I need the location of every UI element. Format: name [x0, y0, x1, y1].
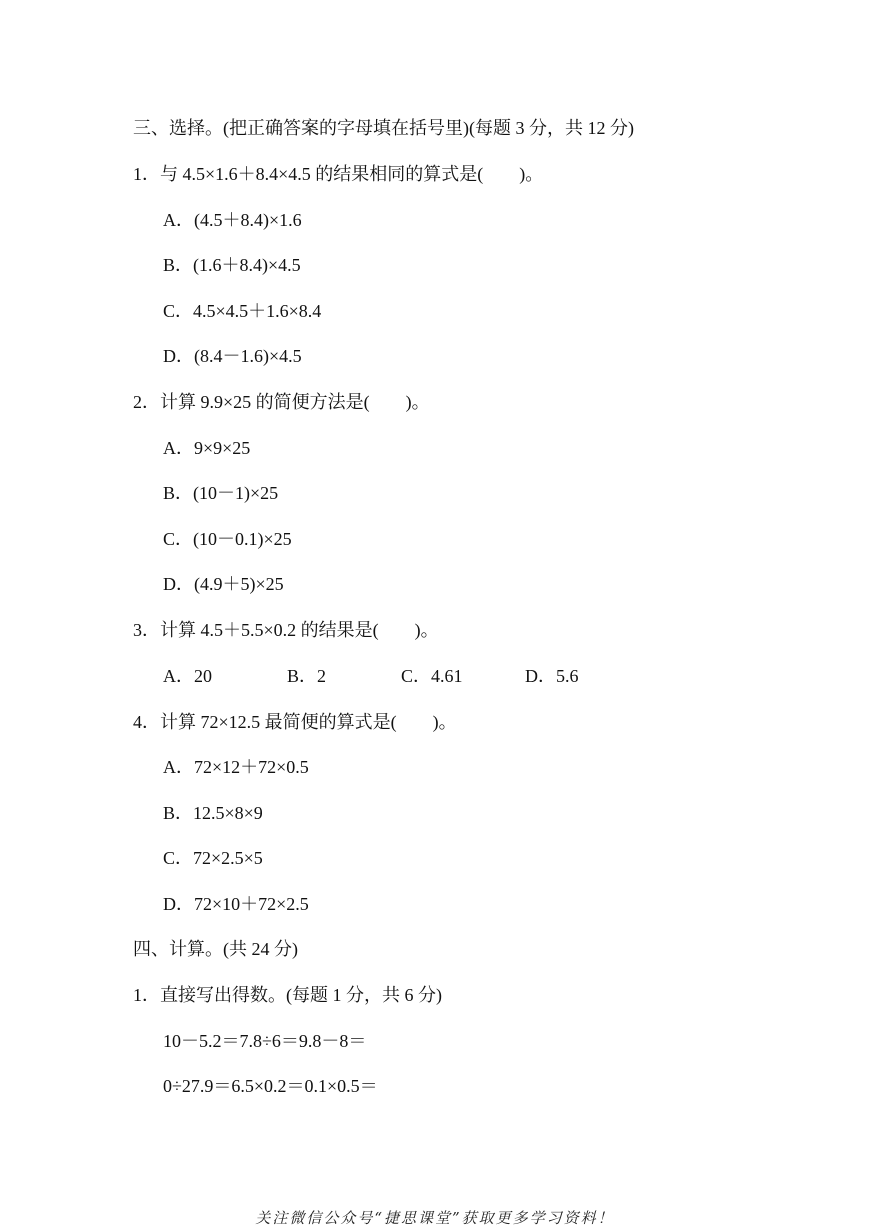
question-3-option-d: D．5.6 [525, 666, 579, 686]
question-3-option-c: C．4.61 [401, 666, 463, 686]
section-4-q1-row-1: 10－5.2＝7.8÷6＝9.8－8＝ [163, 1031, 367, 1051]
question-2-stem: 2．计算 9.9×25 的简便方法是( )。 [133, 392, 430, 412]
footer-promo-text: 关注微信公众号“捷思课堂”获取更多学习资料！ [255, 1209, 615, 1227]
section-4-q1-row-2: 0÷27.9＝6.5×0.2＝0.1×0.5＝ [163, 1076, 378, 1096]
question-3-option-b: B．2 [287, 666, 327, 686]
question-2-option-c: C．(10－0.1)×25 [163, 529, 292, 549]
question-3-stem: 3．计算 4.5＋5.5×0.2 的结果是( )。 [133, 620, 439, 640]
question-1-option-d: D．(8.4－1.6)×4.5 [163, 346, 302, 366]
section-3-heading: 三、选择。(把正确答案的字母填在括号里)(每题 3 分，共 12 分) [133, 118, 634, 138]
question-3-options-row [0, 665, 870, 687]
question-4-stem: 4．计算 72×12.5 最简便的算式是( )。 [133, 712, 457, 732]
question-1-option-b: B．(1.6＋8.4)×4.5 [163, 255, 301, 275]
question-4-option-c: C．72×2.5×5 [163, 848, 263, 868]
question-2-option-a: A．9×9×25 [163, 438, 251, 458]
section-4-q1-stem: 1．直接写出得数。(每题 1 分，共 6 分) [133, 985, 442, 1005]
question-4-option-b: B．12.5×8×9 [163, 803, 263, 823]
question-4-option-a: A．72×12＋72×0.5 [163, 757, 309, 777]
question-2-option-d: D．(4.9＋5)×25 [163, 574, 284, 594]
question-2-option-b: B．(10－1)×25 [163, 483, 279, 503]
question-4-option-d: D．72×10＋72×2.5 [163, 894, 309, 914]
question-3-option-a: A．20 [163, 666, 212, 686]
section-4-heading: 四、计算。(共 24 分) [133, 939, 298, 959]
question-1-stem: 1．与 4.5×1.6＋8.4×4.5 的结果相同的算式是( )。 [133, 164, 544, 184]
question-1-option-c: C．4.5×4.5＋1.6×8.4 [163, 301, 322, 321]
question-1-option-a: A．(4.5＋8.4)×1.6 [163, 210, 302, 230]
